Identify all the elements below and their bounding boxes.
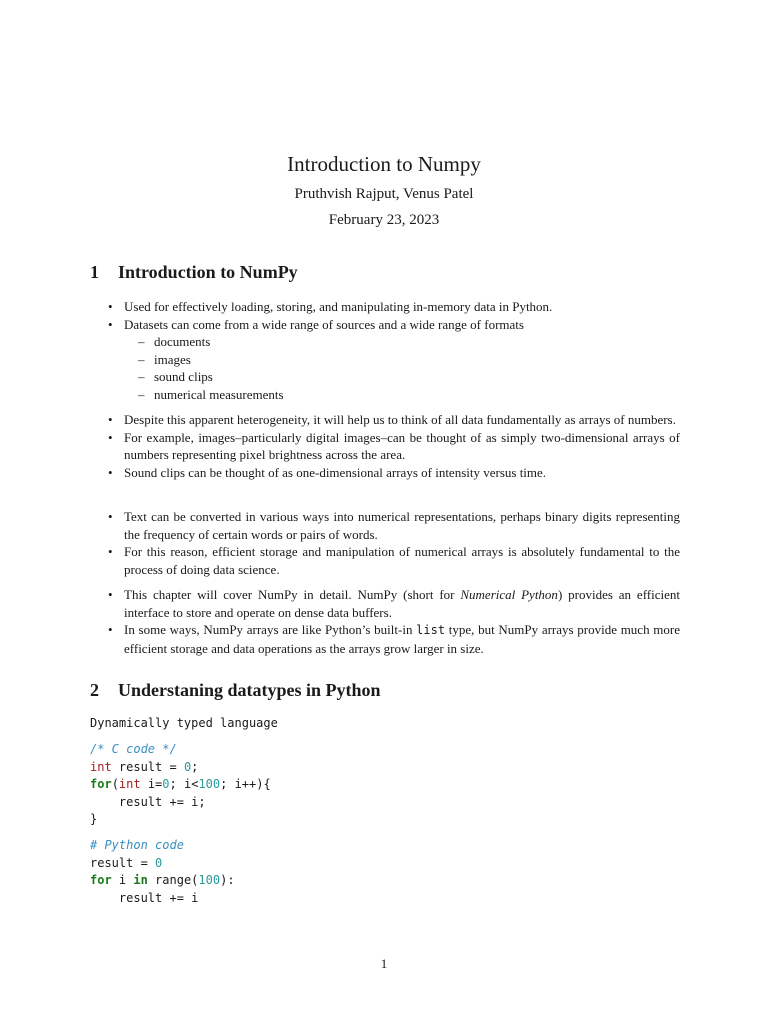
code-text: ): — [220, 873, 235, 887]
code-number: 0 — [155, 855, 163, 870]
emphasis-text: Numerical Python — [460, 587, 558, 602]
inline-code: list — [416, 623, 446, 637]
code-comment: # Python code — [90, 838, 184, 852]
list-item — [108, 586, 680, 621]
code-text: range( — [147, 873, 199, 887]
list-item: • Text can be converted in various ways into numerical representations, perhaps binary digits representing the frequency of certain words or pairs of words. — [108, 508, 680, 543]
document-title: Introduction to Numpy — [287, 152, 481, 176]
page-number: 1 — [380, 956, 388, 971]
text-run: ) provides an efficient interface to store and operate on dense data buffers. — [124, 587, 680, 620]
code-keyword: for — [90, 777, 112, 791]
code-text: ; i++){ — [220, 777, 271, 791]
sublist-item: – images — [138, 351, 680, 369]
code-comment: /* C code */ — [90, 742, 177, 756]
code-text: result = — [111, 759, 184, 774]
sublist-item: – numerical measurements — [138, 386, 680, 404]
section-1-heading — [90, 260, 298, 284]
c-code-block — [90, 741, 271, 829]
code-keyword: in — [133, 873, 148, 887]
list-item — [108, 621, 680, 657]
document-date: February 23, 2023 — [328, 212, 440, 228]
section-1-title: Introduction to NumPy — [118, 262, 298, 282]
code-text: result = — [90, 855, 156, 870]
sublist-item: – sound clips — [138, 368, 680, 386]
list-item: • Despite this apparent heterogeneity, it will help us to think of all data fundamentally as arrays of numbers. — [108, 411, 680, 429]
sublist-item: – documents — [138, 333, 680, 351]
section-1-list-a — [108, 298, 680, 403]
text-run: This chapter will cover NumPy in detail. NumPy (short for — [124, 587, 461, 602]
code-text: i= — [140, 777, 163, 791]
code-keyword: for — [90, 873, 112, 887]
code-number: 0 — [162, 777, 170, 791]
code-number: 100 — [198, 777, 221, 791]
formats-sublist — [124, 333, 680, 403]
section-2-number: 2 — [90, 680, 99, 700]
list-item: • Used for effectively loading, storing, and manipulating in-memory data in Python. — [108, 298, 680, 316]
code-keyword: int — [118, 777, 141, 791]
document-authors: Pruthvish Rajput, Venus Patel — [294, 186, 474, 202]
list-item: • For this reason, efficient storage and manipulation of numerical arrays is absolutely fundamental to the process of doing data science. — [108, 543, 680, 578]
section-1-list-d — [108, 586, 680, 657]
code-text: ; i< — [169, 777, 199, 791]
code-number: 0 — [183, 759, 192, 774]
section-1-list-c — [108, 508, 680, 578]
code-keyword: int — [90, 759, 112, 774]
section-2-intro: Dynamically typed language — [90, 716, 278, 730]
list-item: • Sound clips can be thought of as one-dimensional arrays of intensity versus time. — [108, 464, 680, 482]
text-run: In some ways, NumPy arrays are like Python’s built-in — [124, 622, 417, 637]
section-1-list-b — [108, 411, 680, 481]
code-text: result += i; — [90, 794, 206, 809]
code-text: } — [90, 812, 98, 826]
section-2-heading — [90, 678, 381, 702]
python-code-block — [90, 837, 235, 907]
code-text: result += i — [90, 890, 199, 905]
section-2-title: Understaning datatypes in Python — [118, 680, 381, 700]
code-text: ( — [111, 777, 119, 791]
list-item: • For example, images–particularly digital images–can be thought of as simply two-dimensional arrays of numbers representing pixel brightness across the area. — [108, 429, 680, 464]
code-number: 100 — [198, 873, 221, 887]
text-run: type, but NumPy arrays provide much more efficient storage and data operations as the arrays grow larger in size. — [124, 622, 680, 656]
code-text: i — [111, 873, 134, 887]
list-item — [108, 316, 680, 404]
code-text: ; — [191, 759, 199, 774]
section-1-number: 1 — [90, 262, 99, 282]
list-item-text: Datasets can come from a wide range of sources and a wide range of formats — [124, 316, 524, 332]
